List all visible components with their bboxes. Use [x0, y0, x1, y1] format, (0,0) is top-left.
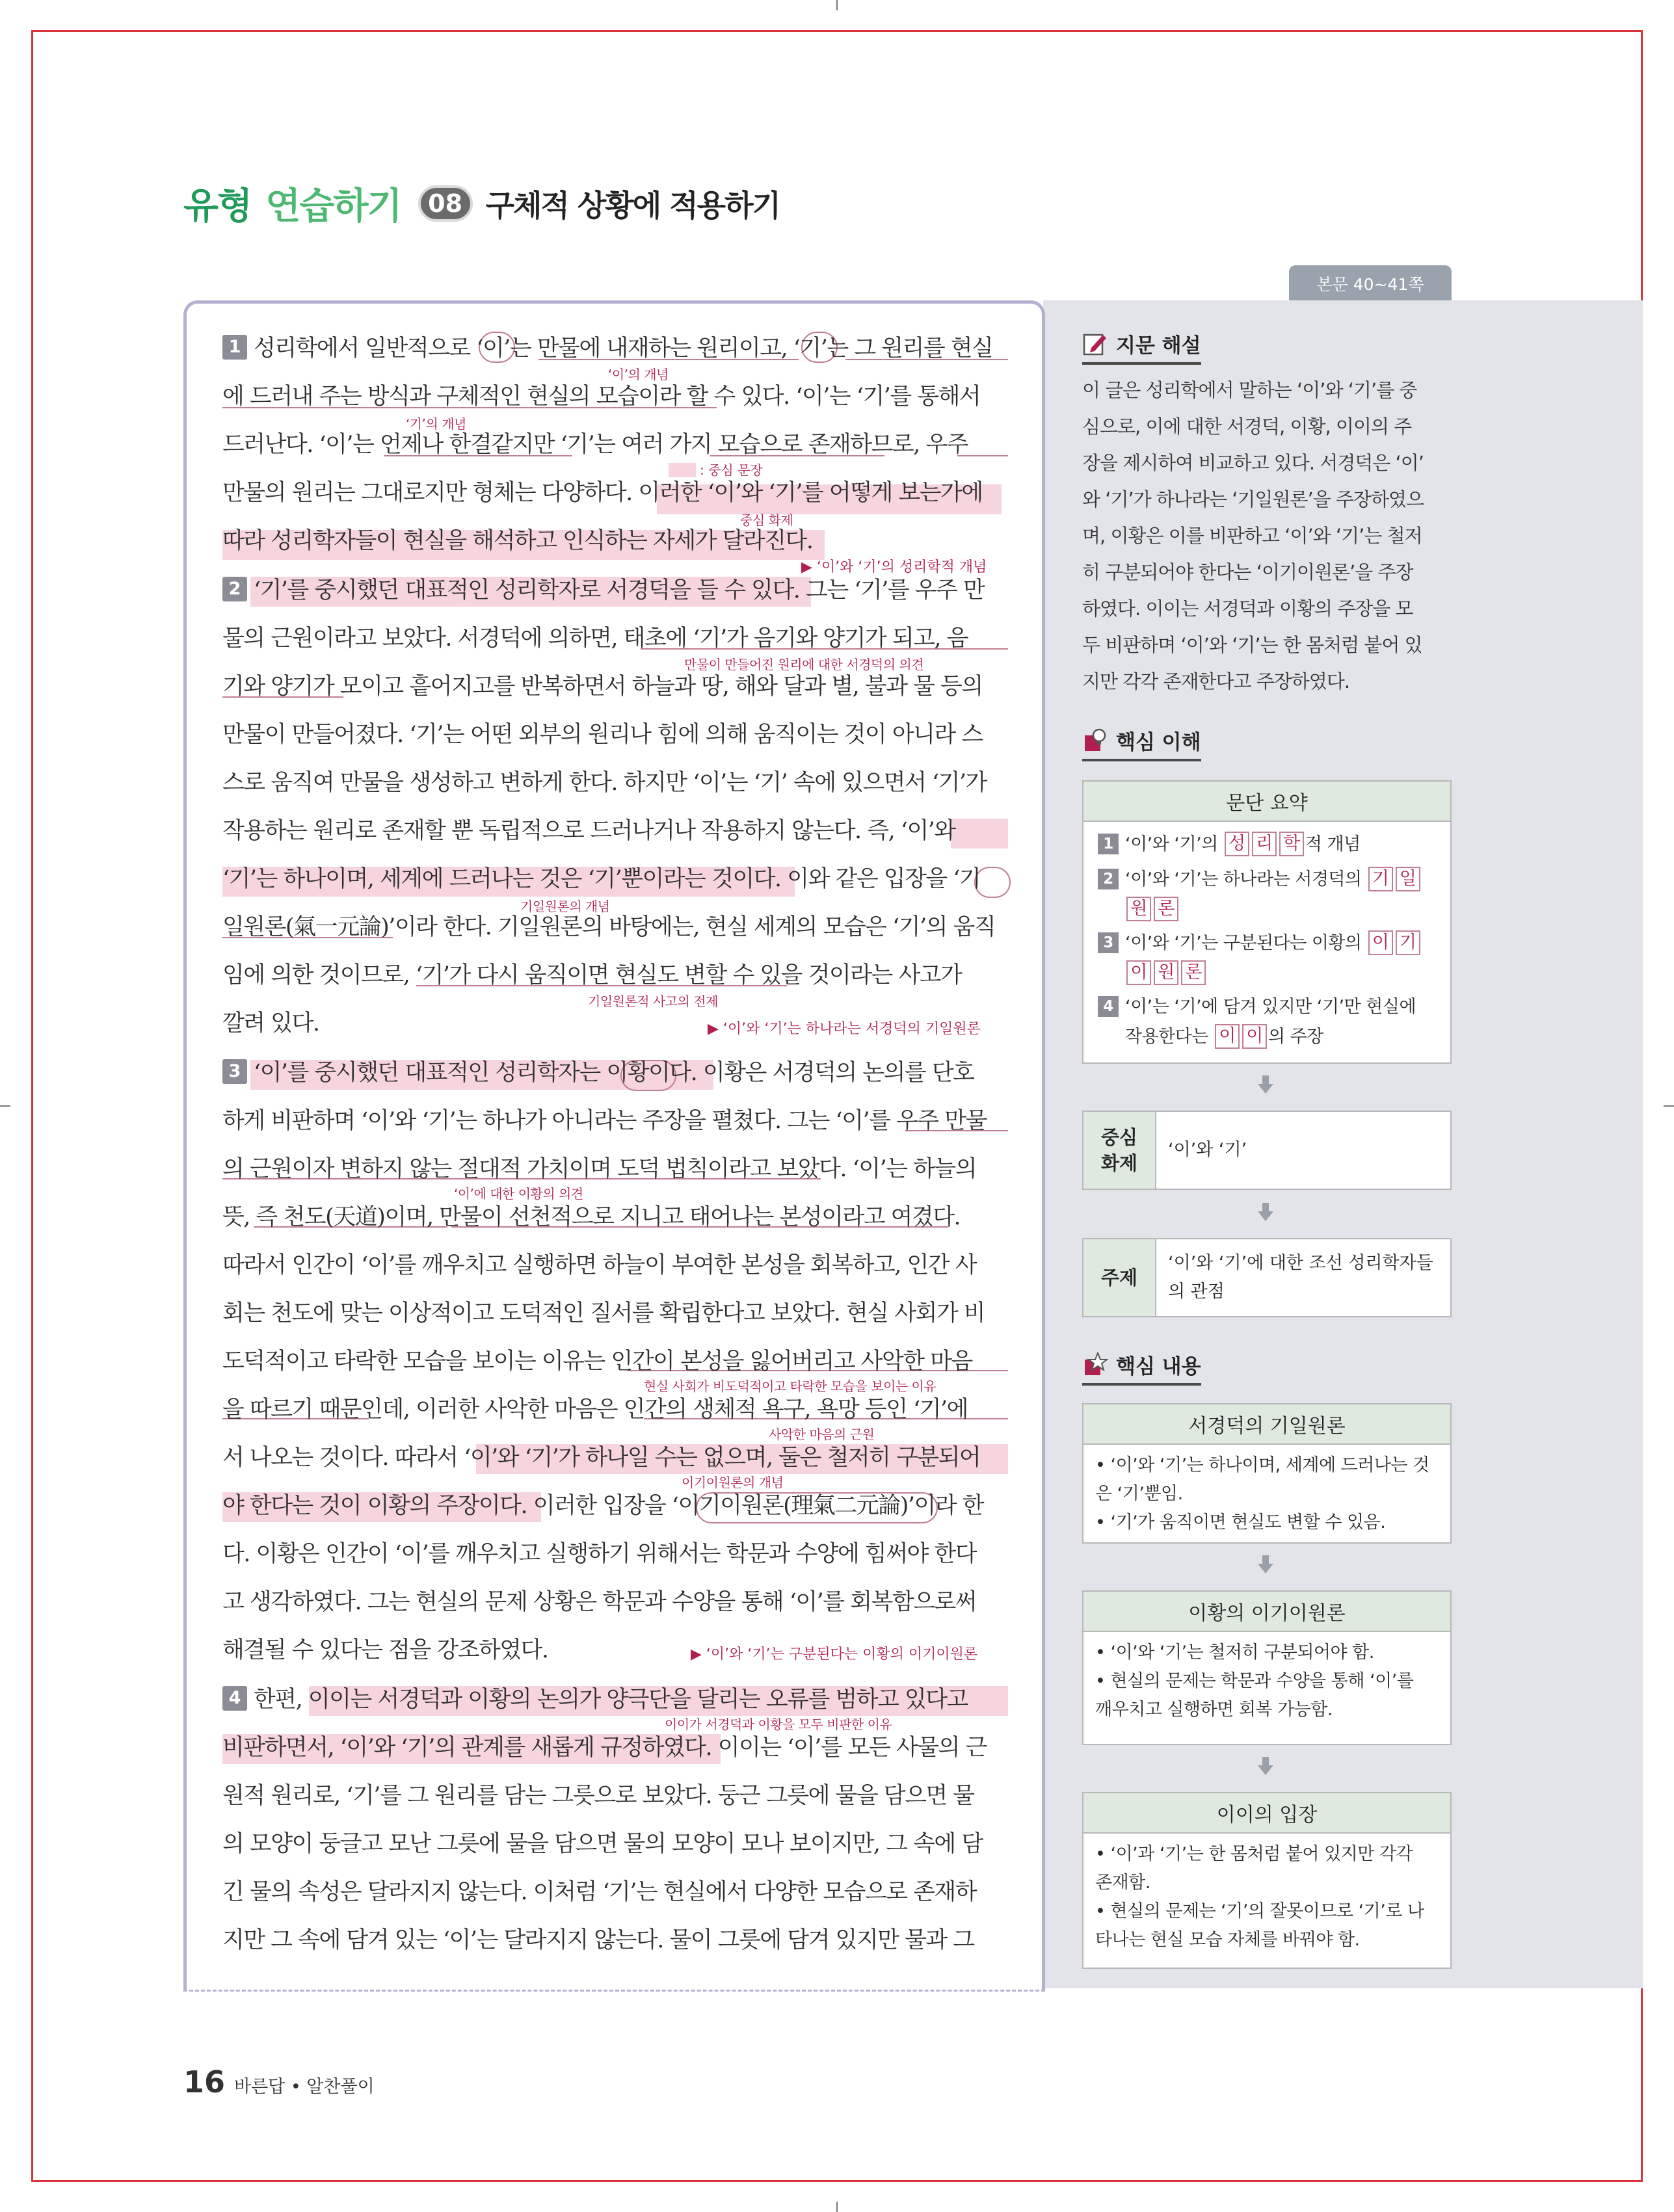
title-subtitle: 구체적 상황에 적용하기: [485, 188, 780, 223]
core-heading: 핵심 이해: [1082, 726, 1201, 755]
passage-line: 하게 비판하며 ‘이’와 ‘기’는 하나가 아니라는 주장을 펼쳤다. 그는 ‘이’를 우주 만물: [222, 1108, 987, 1134]
passage-line: 4 한편, 이이는 서경덕과 이황의 논의가 양극단을 달리는 오류를 범하고 있다고: [222, 1681, 1008, 1718]
passage-line: 야 한다는 것이 이황의 주장이다. 이러한 입장을 ‘이기이원론(理氣二元論)’이라 한: [222, 1493, 984, 1519]
content-box-yihwang: [1082, 1590, 1452, 1745]
legend-central-sentence: : 중심 문장: [700, 462, 763, 478]
passage-line: 깔려 있다.: [222, 1010, 319, 1036]
passage-line: 따라서 인간이 ‘이’를 깨우치고 실행하면 하늘이 부여한 본성을 회복하고, 인간 사: [222, 1252, 977, 1278]
page-reference-tab: 본문 40~41쪽: [1289, 265, 1452, 302]
passage-line: 임에 의한 것이므로, ‘기’가 다시 움직이면 현실도 변할 수 있을 것이라는 사고가: [222, 962, 962, 988]
pencil-note-icon: [1082, 331, 1108, 357]
passage-line: 기와 양기가 모이고 흩어지고를 반복하면서 하늘과 땅, 해와 달과 별, 불과 물 등의: [222, 674, 983, 700]
summary-title: 문단 요약: [1083, 782, 1450, 822]
arrow-down-icon: [1258, 1555, 1273, 1573]
note-reason: 현실 사회가 비도덕적이고 타락한 모습을 보이는 이유: [644, 1378, 937, 1394]
summary-item-2-cont: 원 론: [1125, 896, 1180, 923]
summary-item-3: 3 ‘이’와 ‘기’는 구분된다는 이황의 이 기: [1098, 930, 1422, 957]
star-icon: [1082, 1352, 1108, 1378]
passage-line: 서 나오는 것이다. 따라서 ‘이’와 ‘기’가 하나일 수는 없으며, 둘은 철저히 구분되어: [222, 1445, 981, 1471]
note-li-concept: ‘이’의 개념: [608, 367, 669, 382]
passage-line: 다. 이황은 인간이 ‘이’를 깨우치고 실행하기 위해서는 학문과 수양에 힘써야 한다: [222, 1541, 977, 1567]
crop-mark: [836, 0, 838, 10]
page-title: [183, 174, 780, 233]
note-yi-reason: 이이가 서경덕과 이황을 모두 비판한 이유: [665, 1717, 892, 1732]
content-bullets: • ‘이’와 ‘기’는 철저히 구분되어야 함. • 현실의 문제는 학문과 수양을 통해 ‘이’를 깨우치고 실행하면 회복 가능함.: [1095, 1642, 1414, 1720]
central-topic-label: 중심 화제: [1083, 1112, 1156, 1189]
explain-text: 이 글은 성리학에서 말하는 ‘이’와 ‘기’를 중 심으로, 이에 대한 서경덕, 이황, 이이의 주 장을 제시하여 비교하고 있다. 서경덕은 ‘이’ 와 ‘기’가 하나라는 ‘기일원론’을 주장하였으 며, 이황은 이를 비판하고 ‘이’와 ‘기’는 철저 히 구분되어야 한다는 ‘이기이원론’을 주장 하였다. 이이는 서경덕과 이황의 주장을 모 두 비판하며 ‘이’와 ‘기’는 한 몸처럼 붙어 있 지만 각각 존재한다고 주장하였다.: [1082, 379, 1424, 692]
content-box-seo: [1082, 1403, 1452, 1544]
passage-line: 의 근원이자 변하지 않는 절대적 가치이며 도덕 법칙이라고 보았다. ‘이’는 하늘의: [222, 1156, 977, 1182]
passage-line: ‘기’는 하나이며, 세계에 드러나는 것은 ‘기’뿐이라는 것이다. 이와 같은 입장을 ‘기: [222, 866, 981, 892]
paragraph-number: 1: [222, 335, 247, 360]
passage-line: 1 성리학에서 일반적으로 ‘이’는 만물에 내재하는 원리이고, ‘기’는 그 원리를 현실: [222, 330, 1008, 367]
theme-box: [1082, 1238, 1452, 1317]
passage-line: 만물의 원리는 그대로지만 형체는 다양하다. 이러한 ‘이’와 ‘기’를 어떻게 보는가에: [222, 480, 983, 506]
passage-line: 물의 근원이라고 보았다. 서경덕에 의하면, 태초에 ‘기’가 음기와 양기가 되고, 음: [222, 625, 968, 652]
passage-line: 일원론(氣一元論)’이라 한다. 기일원론의 바탕에는, 현실 세계의 모습은 ‘기’의 움직: [222, 914, 996, 940]
theme-label: 주제: [1083, 1239, 1156, 1316]
summary-para-1: ▶ ‘이’와 ‘기’의 성리학적 개념: [801, 559, 987, 575]
content-bullets: • ‘이’과 ‘기’는 한 몸처럼 붙어 있지만 각각 존재함. • 현실의 문제는 ‘기’의 잘못이므로 ‘기’로 나 타나는 현실 모습 자체를 바꿔야 함.: [1095, 1844, 1424, 1950]
passage-line: 스로 움직여 만물을 생성하고 변하게 한다. 하지만 ‘이’는 ‘기’ 속에 있으면서 ‘기’가: [222, 770, 987, 796]
note-evil-source: 사악한 마음의 근원: [769, 1427, 875, 1442]
summary-para-3: ▶ ‘이’와 ‘기’는 구분된다는 이황의 이기이원론: [691, 1646, 978, 1663]
note-gi-monism: 기일원론의 개념: [520, 899, 610, 914]
explain-heading: 지문 해설: [1082, 329, 1201, 358]
title-number-badge: 08: [418, 185, 473, 222]
paragraph-number: 4: [222, 1686, 247, 1711]
summary-item-4-cont: 작용한다는 이 이 의 주장: [1125, 1023, 1323, 1051]
theme-value: ‘이’와 ‘기’에 대한 조선 성리학자들 의 관점: [1168, 1253, 1433, 1302]
note-gi-concept: ‘기’의 개념: [406, 416, 466, 432]
note-yihwang-opinion: ‘이’에 대한 이황의 의견: [454, 1186, 583, 1202]
content-box-yiyi: [1082, 1792, 1452, 1969]
passage-line: 의 모양이 둥글고 모난 그릇에 물을 담으면 물의 모양이 모나 보이지만, 그 속에 담: [222, 1831, 983, 1857]
central-topic-value: ‘이’와 ‘기’: [1168, 1140, 1247, 1160]
passage-panel-cut: [183, 1990, 1045, 1992]
title-practice: 연습하기: [265, 185, 401, 228]
title-type: 유형: [183, 185, 252, 228]
passage-line: 뜻, 즉 천도(天道)이며, 만물이 선천적으로 지니고 태어나는 본성이라고 여겼다.: [222, 1204, 961, 1230]
summary-item-1: 1 ‘이’와 ‘기’의 성 리 학 적 개념: [1098, 831, 1361, 858]
passage-line: 2 ‘기’를 중시했던 대표적인 성리학자로 서경덕을 들 수 있다. 그는 ‘기’를 우주 만: [222, 572, 1008, 609]
note-dualism: 이기이원론의 개념: [682, 1475, 784, 1490]
lightbulb-icon: [1082, 728, 1108, 754]
passage-line: 만물이 만들어졌다. ‘기’는 어떤 외부의 원리나 힘에 의해 움직이는 것이 아니라 스: [222, 722, 983, 748]
paragraph-number: 2: [222, 577, 247, 601]
arrow-down-icon: [1258, 1757, 1273, 1775]
footer-text: 바른답 • 알찬풀이: [234, 2077, 375, 2097]
paragraph-number: 3: [222, 1059, 247, 1084]
summary-item-3-cont: 이 원 론: [1125, 960, 1207, 987]
crop-mark: [1664, 1105, 1674, 1107]
passage-line: 해결될 수 있다는 점을 강조하였다.: [222, 1637, 548, 1663]
passage-line: 따라 성리학자들이 현실을 해석하고 인식하는 자세가 달라진다.: [222, 528, 813, 554]
page-footer: [183, 2064, 375, 2100]
arrow-down-icon: [1258, 1203, 1273, 1221]
passage-line: 긴 물의 속성은 달라지지 않는다. 이처럼 ‘기’는 현실에서 다양한 모습으로 존재하: [222, 1879, 977, 1905]
content-heading: 핵심 내용: [1082, 1350, 1201, 1379]
passage-line: 지만 그 속에 담겨 있는 ‘이’는 달라지지 않는다. 물이 그릇에 담겨 있지만 물과 그: [222, 1927, 974, 1953]
content-box-title: 이이의 입장: [1083, 1793, 1450, 1834]
crop-mark: [0, 1105, 10, 1107]
paragraph-summary-box: [1082, 780, 1452, 1064]
arrow-down-icon: [1258, 1075, 1273, 1094]
crop-mark: [836, 2202, 838, 2212]
content-box-title: 서경덕의 기일원론: [1083, 1404, 1450, 1445]
central-topic-box: [1082, 1111, 1452, 1190]
passage-line: 작용하는 원리로 존재할 뿐 독립적으로 드러나거나 작용하지 않는다. 즉, ‘이’와: [222, 818, 955, 844]
passage-line: 비판하면서, ‘이’와 ‘기’의 관계를 새롭게 규정하였다. 이이는 ‘이’를 모든 사물의 근: [222, 1735, 987, 1761]
summary-item-2: 2 ‘이’와 ‘기’는 하나라는 서경덕의 기 일: [1098, 866, 1422, 893]
summary-item-4: 4 ‘이’는 ‘기’에 담겨 있지만 ‘기’만 현실에: [1098, 994, 1416, 1021]
content-bullets: • ‘이’와 ‘기’는 하나이며, 세계에 드러나는 것 은 ‘기’뿐임. • ‘기’가 움직이면 현실도 변할 수 있음.: [1095, 1455, 1429, 1533]
passage-line: 을 따르기 때문인데, 이러한 사악한 마음은 인간의 생체적 욕구, 욕망 등인 ‘기’에: [222, 1397, 968, 1423]
passage-line: 3 ‘이’를 중시했던 대표적인 성리학자는 이황이다. 이황은 서경덕의 논의를 단호: [222, 1055, 1008, 1091]
passage-line: 회는 천도에 맞는 이상적이고 도덕적인 질서를 확립한다고 보았다. 현실 사회가 비: [222, 1300, 985, 1326]
content-box-title: 이황의 이기이원론: [1083, 1592, 1450, 1632]
passage-line: 드러난다. ‘이’는 언제나 한결같지만 ‘기’는 여러 가지 모습으로 존재하므로, 우주: [222, 432, 968, 458]
passage-line: 에 드러내 주는 방식과 구체적인 현실의 모습이라 할 수 있다. ‘이’는 ‘기’를 통해서: [222, 384, 981, 410]
passage-line: 원적 원리로, ‘기’를 그 원리를 담는 그릇으로 보았다. 둥근 그릇에 물을 담으면 물: [222, 1783, 974, 1809]
page-number: 16: [183, 2064, 226, 2100]
note-central-topic: 중심 화제: [740, 512, 793, 528]
summary-para-2: ▶ ‘이’와 ‘기’는 하나라는 서경덕의 기일원론: [708, 1021, 981, 1037]
passage-line: 고 생각하였다. 그는 현실의 문제 상황은 학문과 수양을 통해 ‘이’를 회복함으로써: [222, 1589, 977, 1615]
passage-line: 도덕적이고 타락한 모습을 보이는 이유는 인간이 본성을 잃어버리고 사악한 마음: [222, 1349, 972, 1375]
note-seo-opinion: 만물이 만들어진 원리에 대한 서경덕의 의견: [684, 657, 924, 672]
note-gi-premise: 기일원론적 사고의 전제: [588, 994, 718, 1009]
